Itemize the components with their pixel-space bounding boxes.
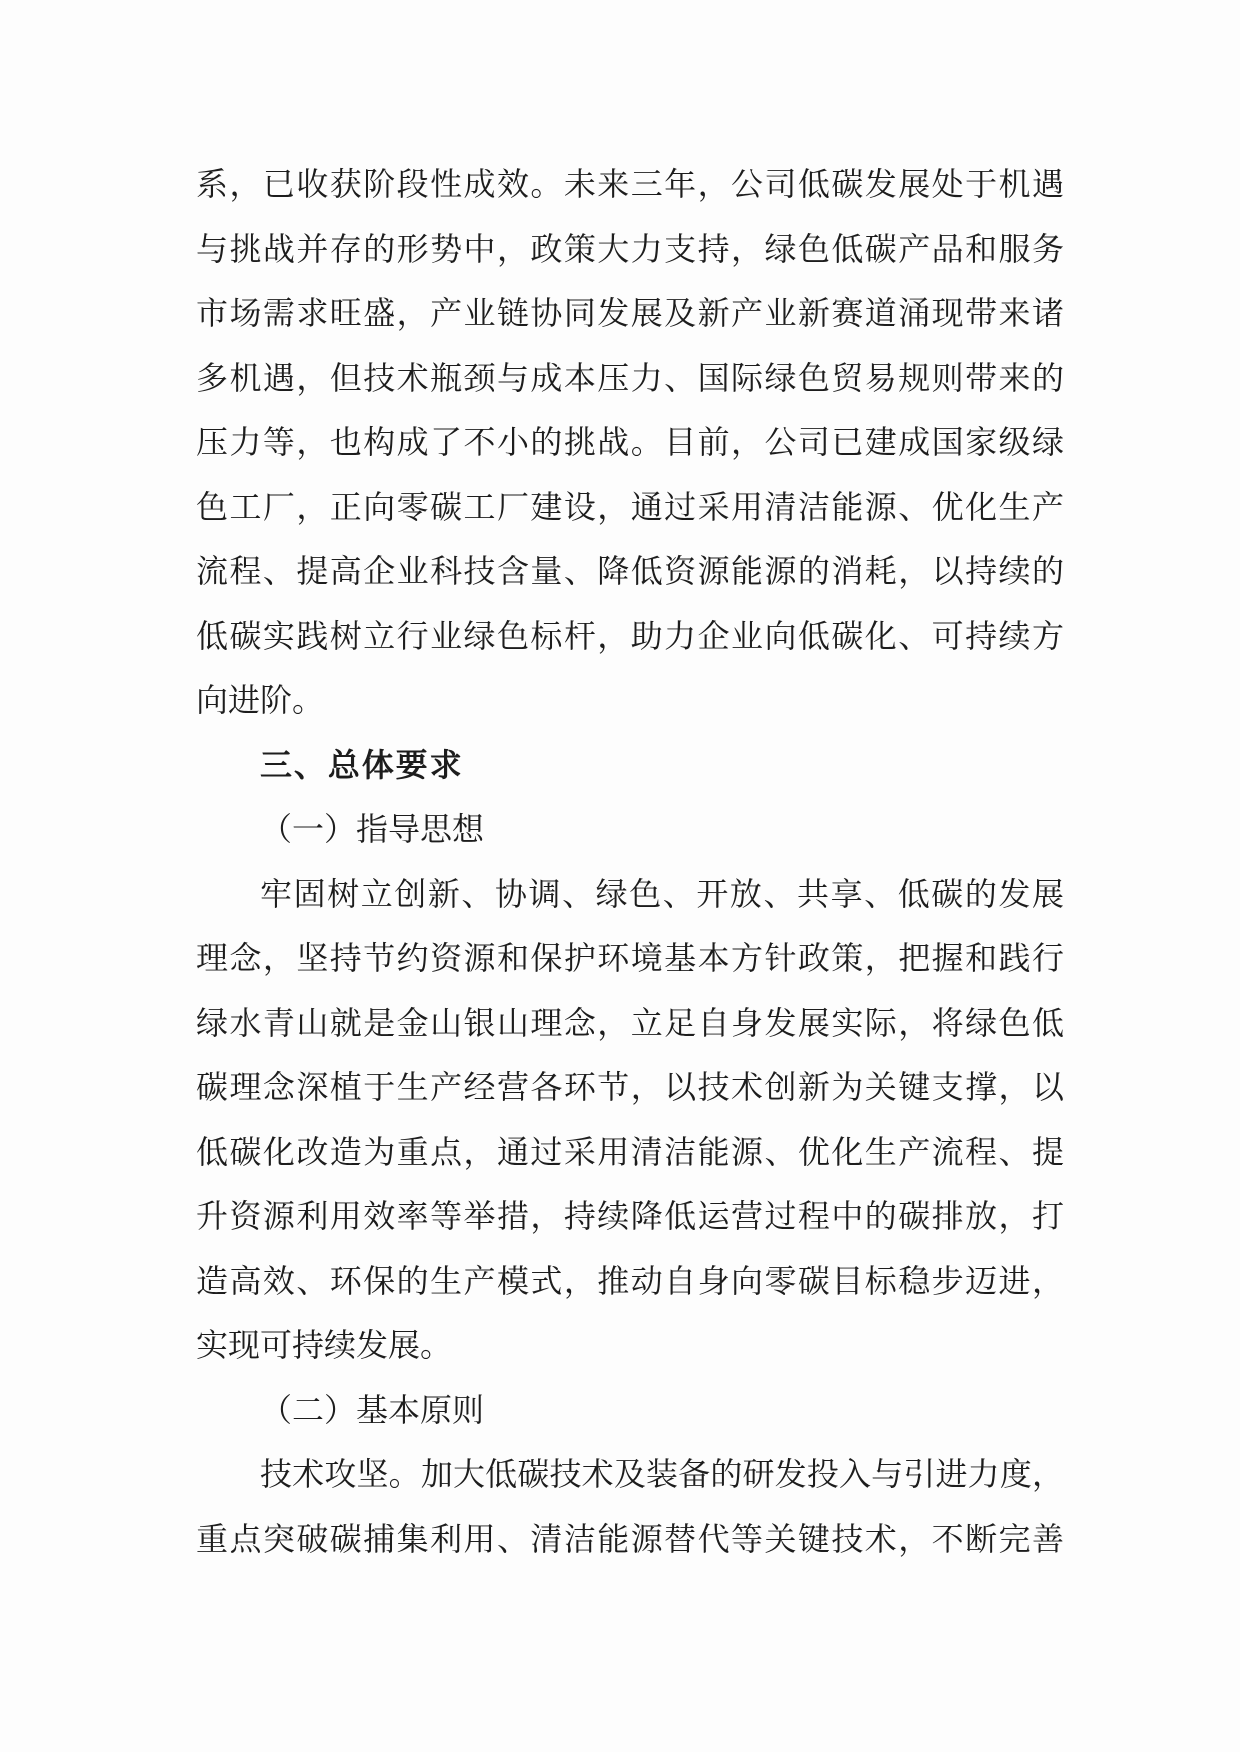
- body-text-line: 重点突破碳捕集利用、清洁能源替代等关键技术，不断完善: [196, 1520, 1064, 1557]
- body-text-line: 牢固树立创新、协调、绿色、开放、共享、低碳的发展: [260, 875, 1064, 912]
- body-text-line: 色工厂，正向零碳工厂建设，通过采用清洁能源、优化生产: [196, 488, 1064, 525]
- body-text-line: 实现可持续发展。: [196, 1327, 453, 1363]
- body-text-line: 理念，坚持节约资源和保护环境基本方针政策，把握和践行: [196, 940, 1064, 976]
- body-text-line: 与挑战并存的形势中，政策大力支持，绿色低碳产品和服务: [196, 230, 1064, 267]
- body-text-line: 低碳化改造为重点，通过采用清洁能源、优化生产流程、提: [196, 1133, 1064, 1170]
- body-text-line: 造高效、环保的生产模式，推动自身向零碳目标稳步迈进，: [196, 1262, 1064, 1299]
- body-text-line: 多机遇，但技术瓶颈与成本压力、国际绿色贸易规则带来的: [196, 359, 1064, 396]
- body-text-line: 碳理念深植于生产经营各环节，以技术创新为关键支撑，以: [196, 1069, 1064, 1105]
- body-text-line: 系，已收获阶段性成效。未来三年，公司低碳发展处于机遇: [196, 166, 1064, 202]
- subsection-heading: （一）指导思想: [260, 811, 485, 847]
- subsection-heading: （二）基本原则: [260, 1391, 485, 1428]
- body-text-line: 压力等，也构成了不小的挑战。目前，公司已建成国家级绿: [196, 424, 1064, 460]
- body-text-line: 流程、提高企业科技含量、降低资源能源的消耗，以持续的: [196, 553, 1064, 589]
- body-text-line: 市场需求旺盛，产业链协同发展及新产业新赛道涌现带来诸: [196, 295, 1064, 331]
- section-heading: 三、总体要求: [260, 746, 464, 783]
- body-text-line: 向进阶。: [196, 682, 325, 718]
- body-text-line: 绿水青山就是金山银山理念，立足自身发展实际，将绿色低: [196, 1004, 1064, 1041]
- body-text-line: 升资源利用效率等举措，持续降低运营过程中的碳排放，打: [196, 1198, 1064, 1234]
- document-text-block: [196, 152, 1064, 1571]
- body-text-line: 技术攻坚。加大低碳技术及装备的研发投入与引进力度，: [260, 1456, 1064, 1492]
- body-text-line: 低碳实践树立行业绿色标杆，助力企业向低碳化、可持续方: [196, 617, 1064, 654]
